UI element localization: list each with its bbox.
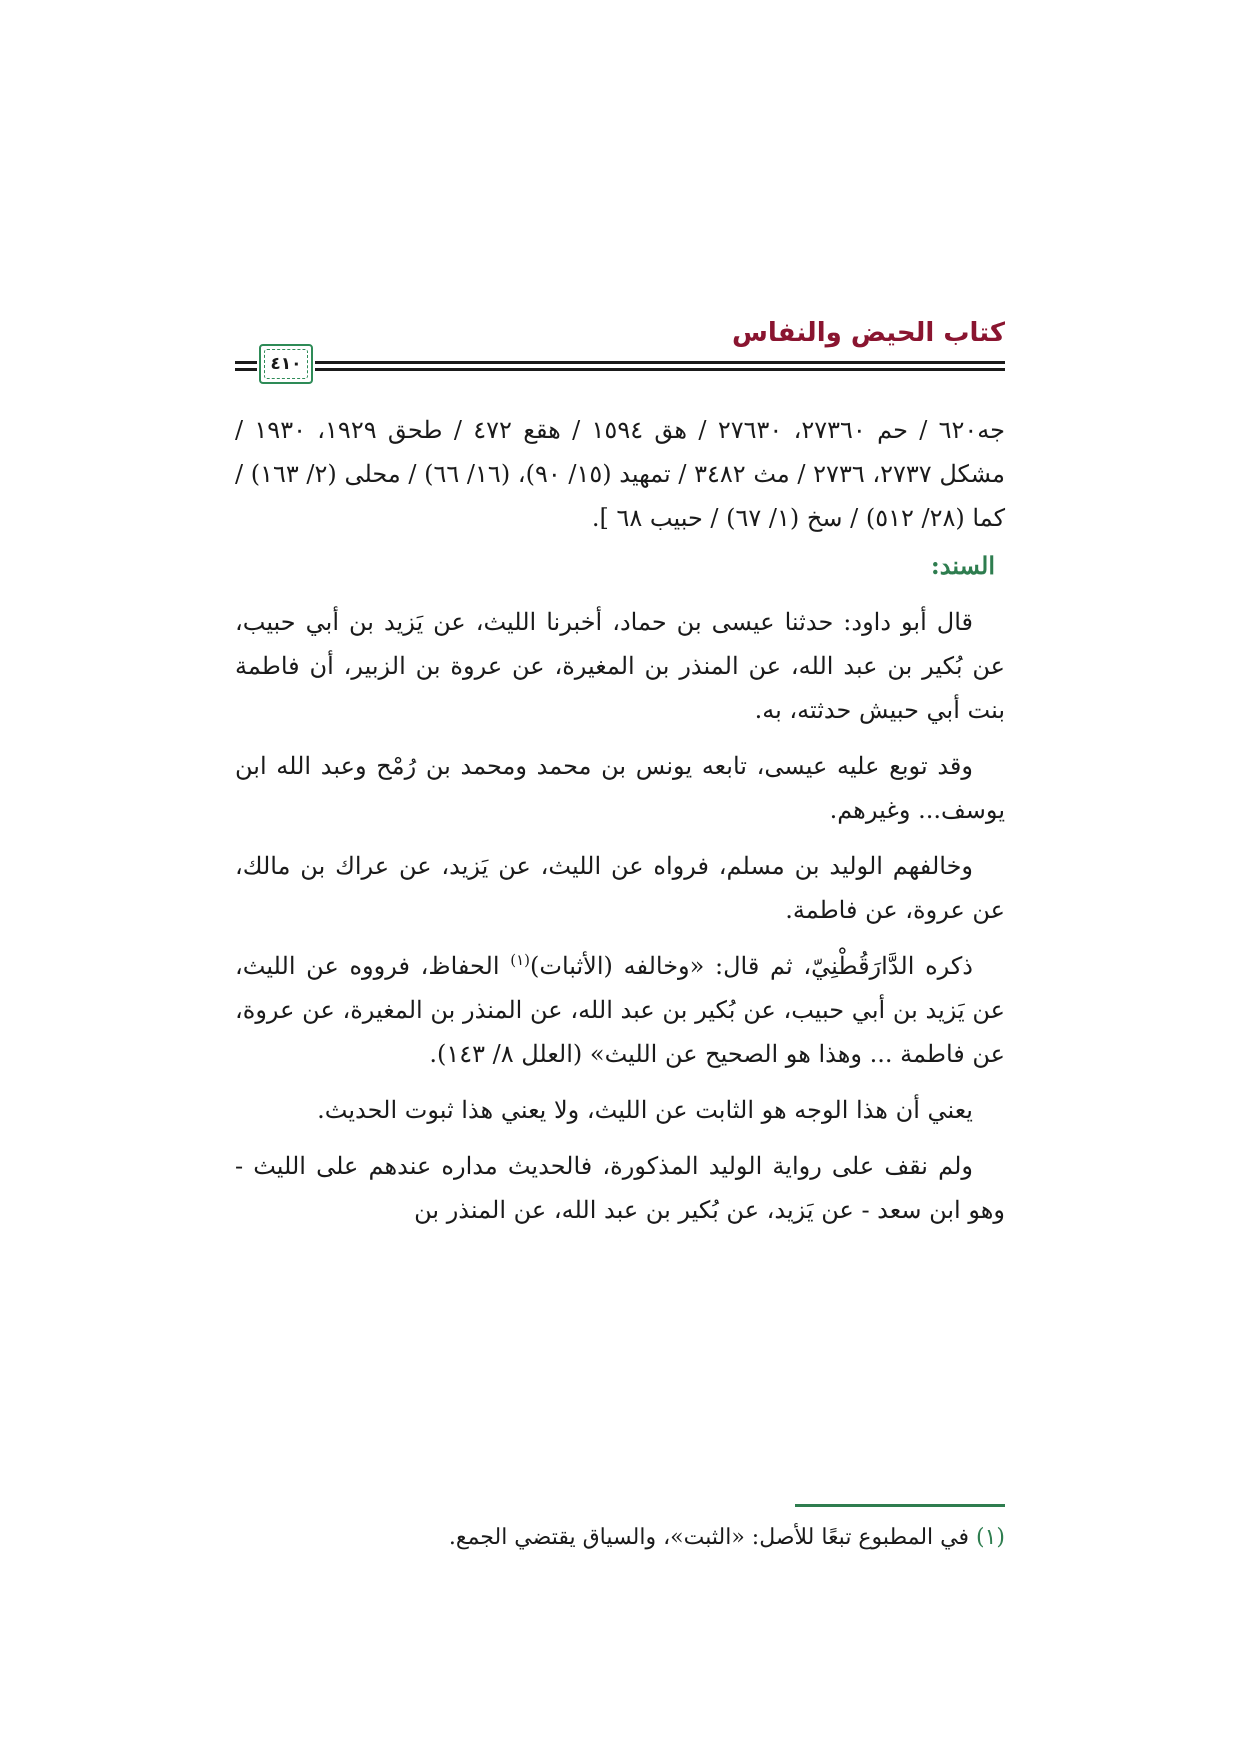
book-title: كتاب الحيض والنفاس: [731, 318, 1005, 348]
page-body: [235, 408, 1005, 1244]
header-rule: [315, 361, 1005, 364]
body-paragraph: قال أبو داود: حدثنا عيسى بن حماد، أخبرنا الليث، عن يَزيد بن أبي حبيب، عن بُكير بن عبد الله، عن المنذر بن المغيرة، عن عروة بن الزبير، أن فاطمة بنت أبي حبيش حدثته، به.: [235, 608, 1006, 724]
body-paragraph: يعني أن هذا الوجه هو الثابت عن الليث، ولا يعني هذا ثبوت الحديث.: [317, 1096, 973, 1124]
page-header: [235, 318, 1005, 378]
footnote-text: في المطبوع تبعًا للأصل: «الثبت»، والسياق يقتضي الجمع.: [448, 1525, 976, 1550]
header-rule-stub: [235, 368, 257, 371]
header-rule-stub: [235, 361, 257, 364]
page-number-badge: [259, 344, 313, 384]
body-paragraph-with-note: [235, 944, 1005, 1076]
paragraph-text: الحفاظ، فرووه عن الليث، عن يَزيد بن أبي حبيب، عن بُكير بن عبد الله، عن المنذر بن المغيرة، عن عروة، عن فاطمة ... وهذا هو الصحيح عن الليث» (العلل ٨/ ١٤٣).: [235, 952, 1005, 1068]
body-paragraph: وخالفهم الوليد بن مسلم، فرواه عن الليث، عن يَزيد، عن عراك بن مالك، عن عروة، عن فاطمة.: [235, 852, 1005, 924]
footnote: [235, 1520, 1005, 1556]
body-paragraph: وقد توبع عليه عيسى، تابعه يونس بن محمد ومحمد بن رُمْح وعبد الله ابن يوسف... وغيرهم.: [235, 752, 1005, 824]
paragraph-text: ذكره الدَّارَقُطْنِيّ، ثم قال: «وخالفه (الأثبات): [529, 952, 973, 980]
header-rule: [315, 368, 1005, 371]
body-paragraph: ولم نقف على رواية الوليد المذكورة، فالحديث مداره عندهم على الليث - وهو ابن سعد - عن يَزيد، عن بُكير بن عبد الله، عن المنذر بن: [235, 1152, 1005, 1224]
footnote-reference[interactable]: (١): [510, 951, 530, 969]
page-number: ٤١٠: [264, 349, 308, 379]
footnote-number: (١): [975, 1525, 1005, 1550]
references-paragraph: جه٦٢٠ / حم ٢٧٣٦٠، ٢٧٦٣٠ / هق ١٥٩٤ / هقع ٤٧٢ / طحق ١٩٢٩، ١٩٣٠ / مشكل ٢٧٣٧، ٢٧٣٦ / مث ٣٤٨٢ / تمهيد (١٥/ ٩٠)، (١٦/ ٦٦) / محلى (٢/ ١٦٣) / كما (٢٨/ ٥١٢) / سخ (١/ ٦٧) / حبيب ٦٨ ].: [235, 416, 1006, 532]
section-heading: السند:: [930, 551, 995, 580]
footnote-separator: [795, 1504, 1005, 1507]
